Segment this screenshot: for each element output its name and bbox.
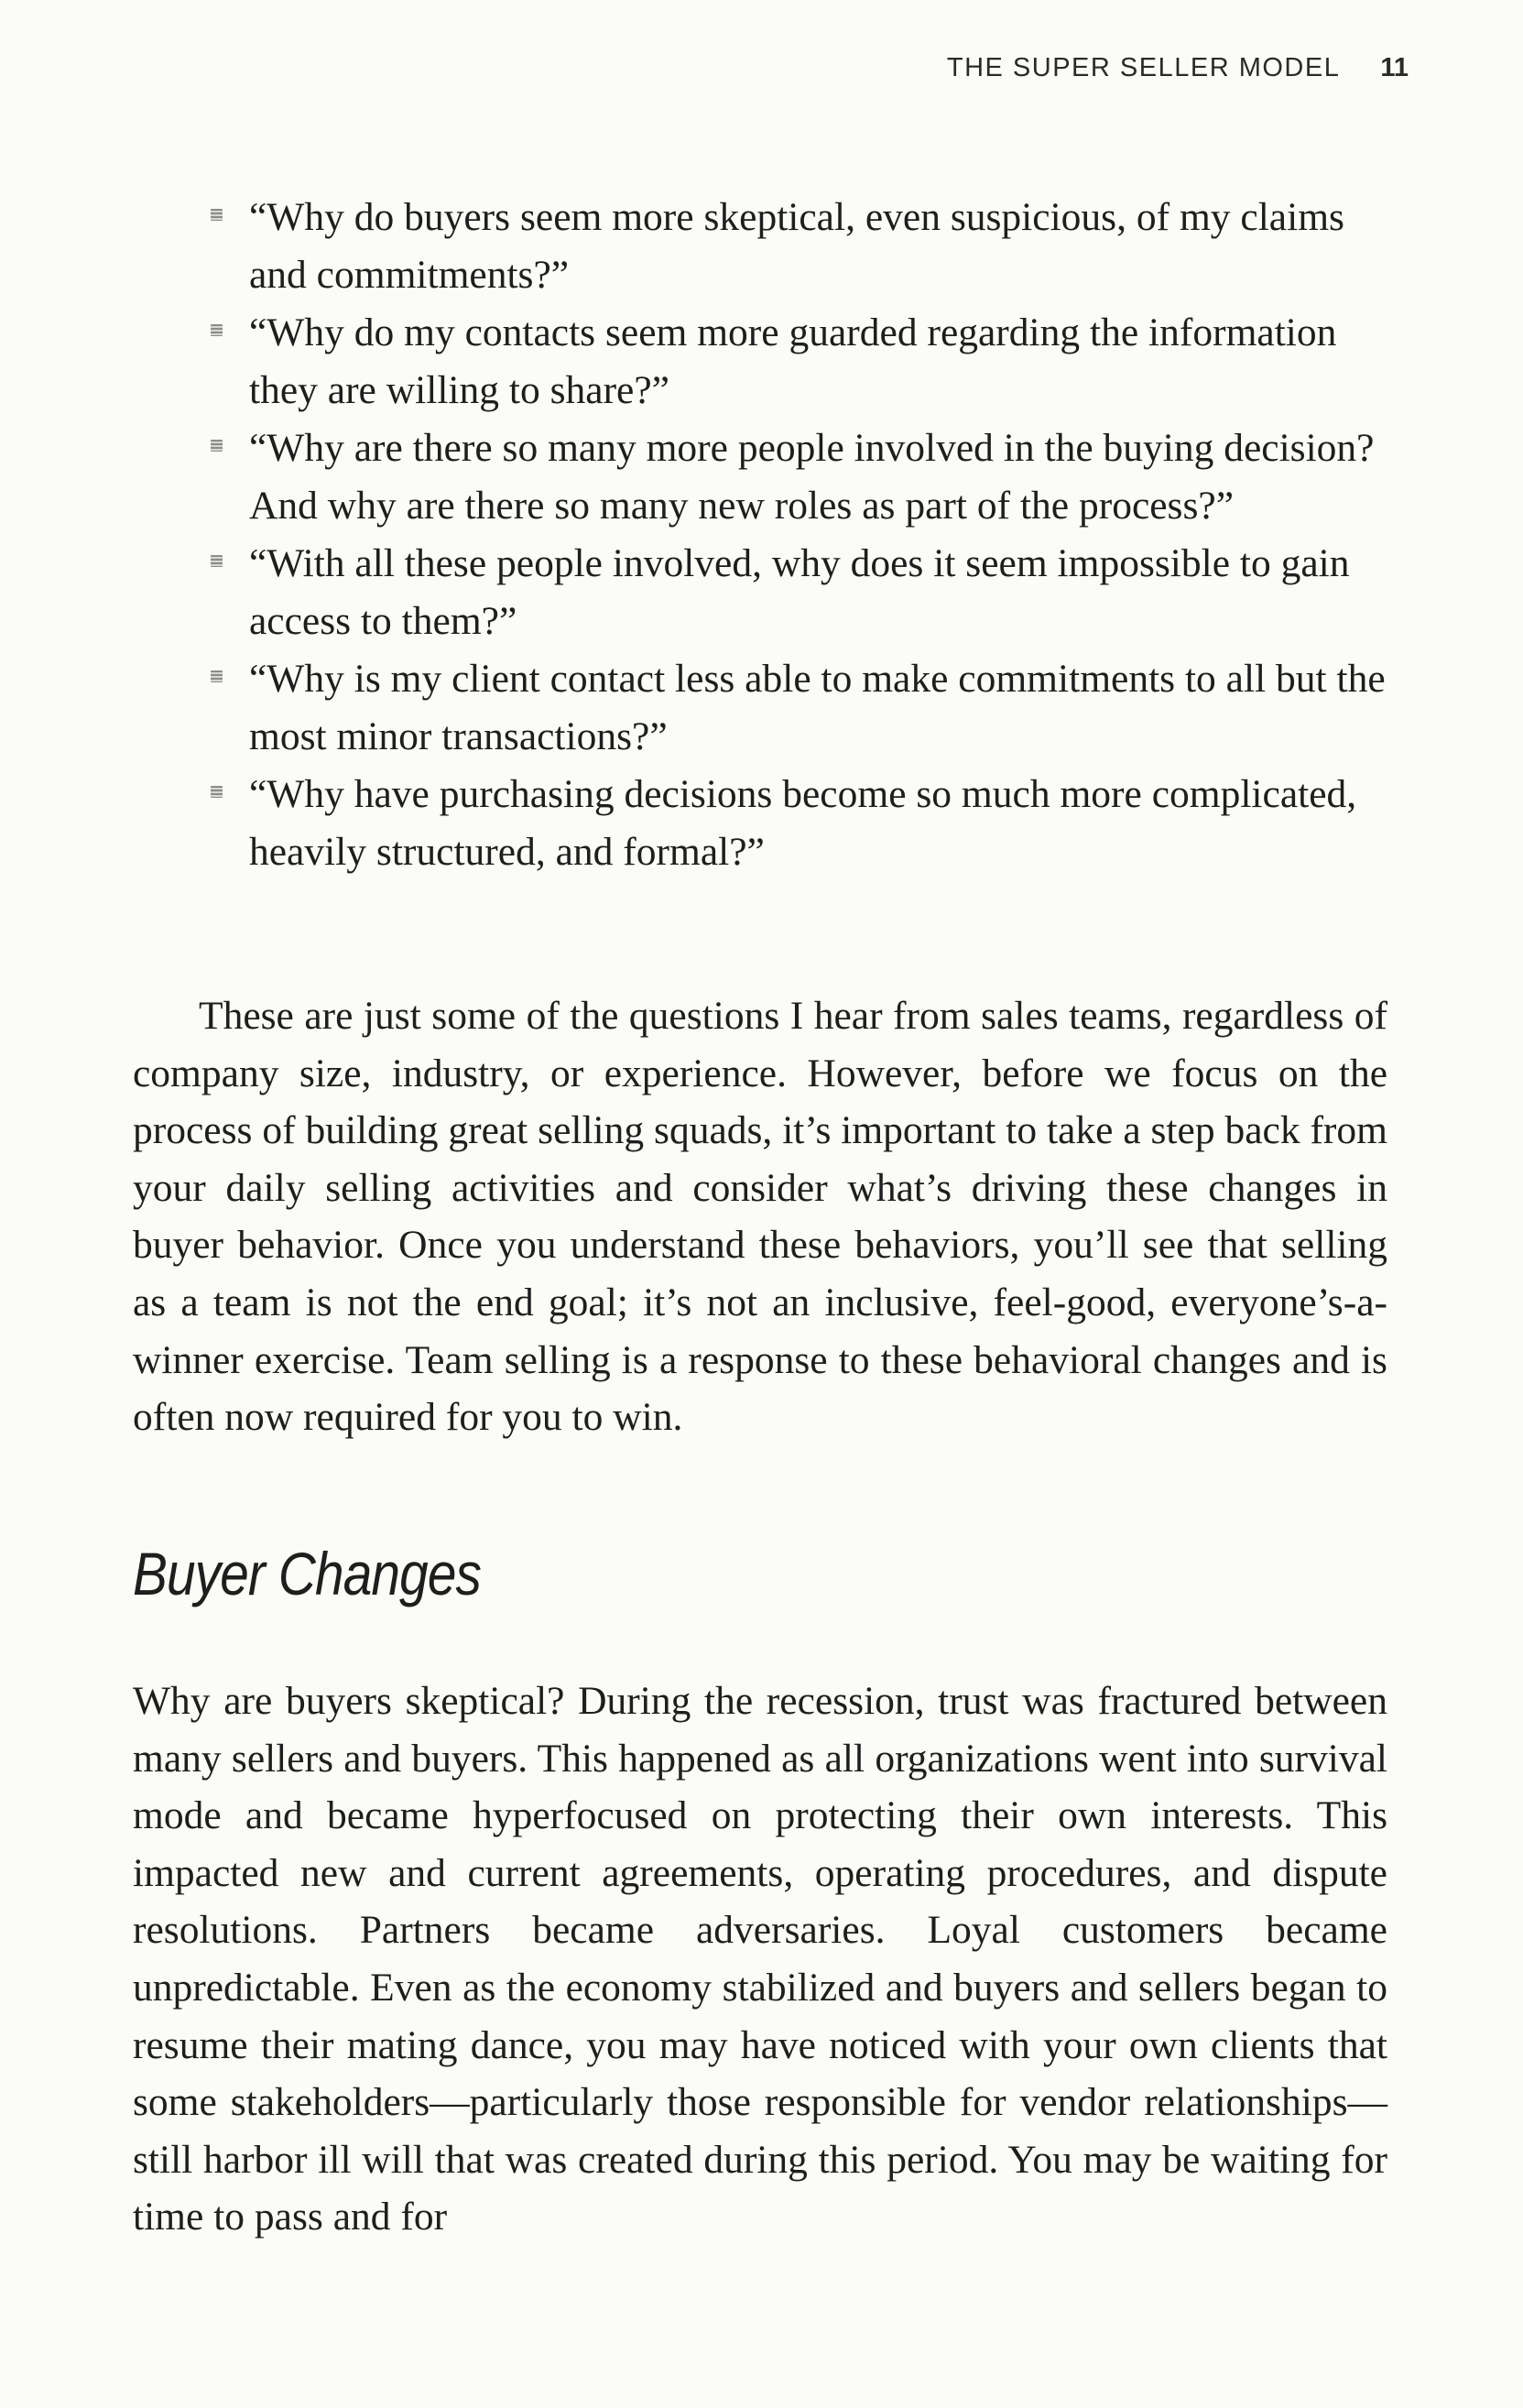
running-head-title: THE SUPER SELLER MODEL [946, 53, 1341, 82]
question-bullet-list [201, 189, 1392, 881]
square-bullet-icon [211, 209, 223, 221]
list-item-text: “Why have purchasing decisions become so much more complicated, heavily structured, and formal?” [249, 772, 1357, 874]
body-paragraph: These are just some of the questions I hear from sales teams, regardless of company size, industry, or experience. However, before we focus on the process of building great selling squads, it’s important to take a step back from your daily selling activities and consider what’s driving these changes in buyer behavior. Once you understand these behaviors, you’ll see that selling as a team is not the end goal; it’s not an inclusive, feel-good, everyone’s-a-winner exercise. Team selling is a response to these behavioral changes and is often now required for you to win. [133, 994, 1387, 1440]
list-item [201, 419, 1392, 535]
list-item [201, 650, 1392, 766]
list-item [201, 304, 1392, 419]
list-item [201, 766, 1392, 881]
list-item-text: “Why do my contacts seem more guarded regarding the information they are willing to share?” [249, 311, 1337, 412]
page-number: 11 [1380, 53, 1409, 82]
square-bullet-icon [211, 786, 223, 798]
square-bullet-icon [211, 440, 223, 452]
section-body-paragraph: Why are buyers skeptical? During the recession, trust was fractured between many sellers and buyers. This happened as all organizations went into survival mode and became hyperfocused on protecting their own interests. This impacted new and current agreements, operating procedures, and dispute resolutions. Partners became adversaries. Loyal customers became unpredictable. Even as the economy stabilized and buyers and sellers began to resume their mating dance, you may have noticed with your own clients that some stakeholders—particularly those responsible for vendor relationships—still harbor ill will that was created during this period. You may be waiting for time to pass and for [133, 1679, 1387, 2239]
section-heading: Buyer Changes [133, 1540, 482, 1607]
list-item-text: “Why do buyers seem more skeptical, even suspicious, of my claims and commitments?” [249, 195, 1344, 297]
list-item [201, 535, 1392, 650]
square-bullet-icon [211, 555, 223, 567]
list-item-text: “Why is my client contact less able to make commitments to all but the most minor transactions?” [249, 657, 1386, 758]
running-head [947, 53, 1409, 83]
list-item-text: “Why are there so many more people involved in the buying decision? And why are there so many new roles as part of the process?” [249, 426, 1375, 528]
square-bullet-icon [211, 324, 223, 336]
list-item-text: “With all these people involved, why does it seem impossible to gain access to them?” [249, 541, 1350, 643]
list-item [201, 189, 1392, 304]
square-bullet-icon [211, 670, 223, 682]
